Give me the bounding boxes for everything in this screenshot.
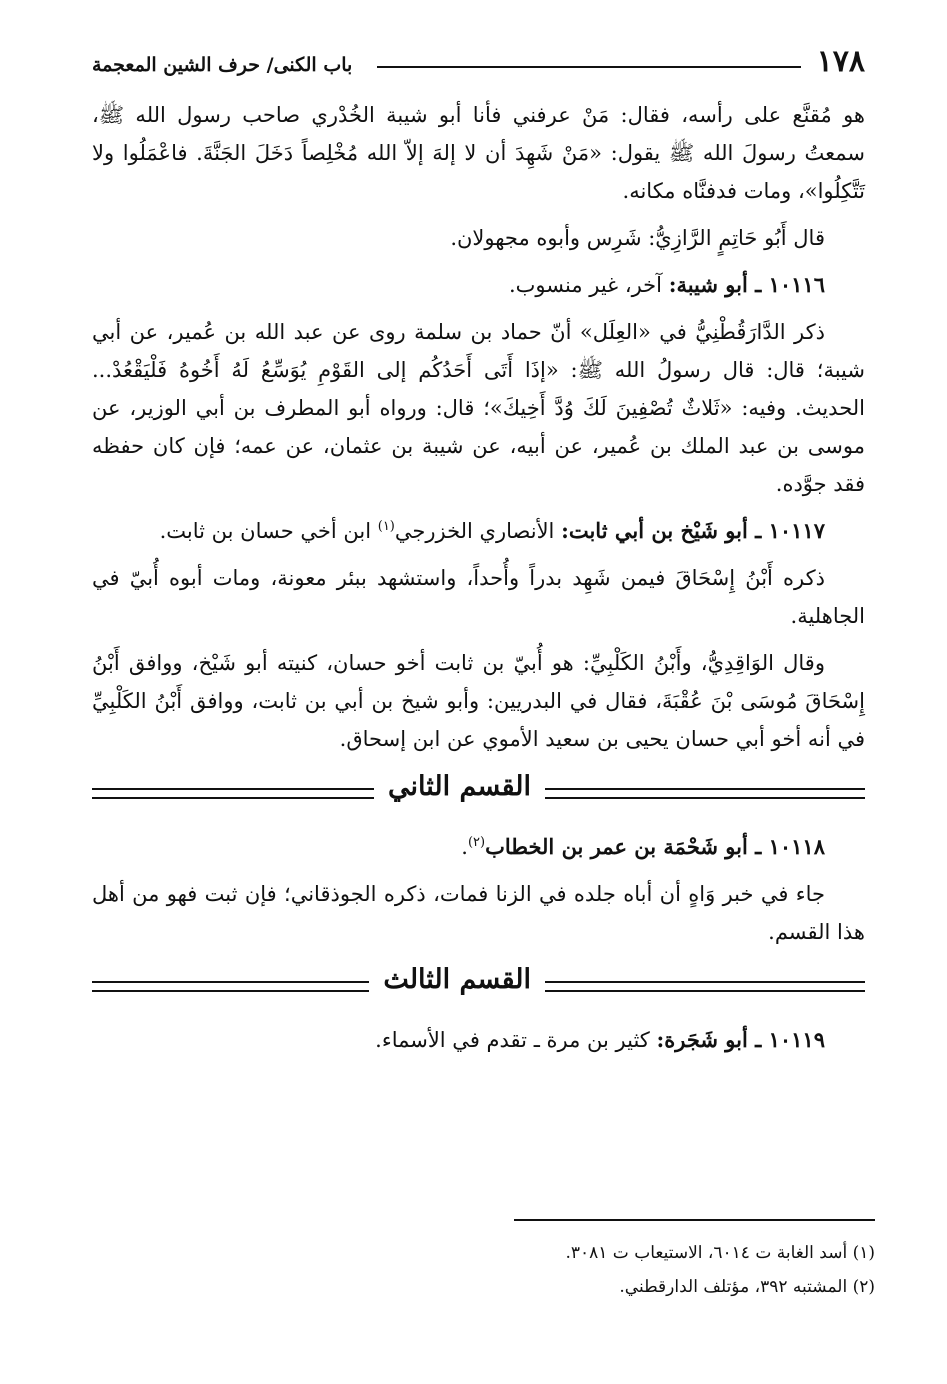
paragraph-jawzaqani: جاء في خبر وَاهٍ أن أباه جلده في الزنا فمات، ذكره الجوذقاني؛ فإن ثبت فهو من أهل هذا القسم. xyxy=(92,882,865,944)
entry-10119 xyxy=(92,1021,865,1059)
footnote-ref-1: (١) xyxy=(377,519,395,534)
entry-10117-text: الأنصاري الخزرجي xyxy=(394,519,562,543)
entry-10117-tail: ابن أخي حسان بن ثابت. xyxy=(159,519,378,543)
section-three-title: القسم الثالث xyxy=(369,964,545,995)
paragraph-abu-hatim: قال أَبُو حَاتِمٍ الرَّازِيُّ: شَرِس وأبوه مجهولان. xyxy=(450,226,825,250)
entry-10116 xyxy=(92,266,865,304)
entry-10119-text: كثير بن مرة ـ تقدم في الأسماء. xyxy=(375,1028,657,1052)
entry-10118-heading: ١٠١١٨ ـ أبو شَحْمَة بن عمر بن الخطاب xyxy=(485,834,825,859)
chapter-title: باب الكنى/ حرف الشين المعجمة xyxy=(92,54,353,76)
entry-10118 xyxy=(92,828,865,866)
running-head xyxy=(92,44,865,84)
section-two-title: القسم الثاني xyxy=(374,771,545,802)
footnote-rule xyxy=(514,1219,875,1221)
entry-10118-tail: . xyxy=(461,835,468,859)
header-rule xyxy=(377,66,801,68)
paragraph-daraqutni: ذكر الدَّارَقُطْنِيُّ في «العِلَل» أنّ حماد بن سلمة روى عن عبد الله بن عُمير، عن أبي شيبة؛ قال: قال رسولُ الله ﷺ: «إذَا أَتَى أَحَدُكُم إلى القَوْمِ يُوَسِّعُ لَهُ أَخُوهُ فَلْيَقْعُدْ... الحديث. وفيه: «ثَلاثٌ تُصْفِينَ لَكَ وُدَّ أَخِيكَ»؛ قال: ورواه أبو المطرف بن أبي الوزير، عن موسى بن عبد الملك بن عُمير، عن أبيه، عن شيبة بن عثمان، عن عمه؛ فإن كان حفظه فقد جوَّده. xyxy=(92,320,865,496)
footnote-2: (٢) المشتبه ٣٩٢، مؤتلف الدارقطني. xyxy=(619,1277,875,1297)
entry-10119-heading: ١٠١١٩ ـ أبو شَجَرة: xyxy=(656,1027,825,1052)
entry-10116-heading: ١٠١١٦ ـ أبو شيبة: xyxy=(668,272,825,297)
paragraph-ibn-ishaq: ذكره أَبْنُ إِسْحَاقَ فيمن شَهِد بدراً وأُحداً، واستشهد ببئر معونة، ومات أبوه أُبيّ في الجاهلية. xyxy=(92,566,865,628)
entry-10116-text: آخر، غير منسوب. xyxy=(508,273,669,297)
footnote-1: (١) أسد الغابة ت ٦٠١٤، الاستيعاب ت ٣٠٨١. xyxy=(565,1243,875,1263)
paragraph-abu-shaiba-khudri: هو مُقنَّع على رأسه، فقال: مَنْ عرفني فأنا أبو شيبة الخُدْري صاحب رسول الله ﷺ، سمعتُ رسولَ الله ﷺ يقول: «مَنْ شَهِدَ أن لا إلهَ إلاّ الله مُخْلِصاً دَخَلَ الجَنَّةَ. فاعْمَلُوا ولا تَتَّكِلُوا»، ومات فدفنَّاه مكانه. xyxy=(92,103,865,203)
footnote-ref-2: (٢) xyxy=(467,835,486,850)
page-body xyxy=(92,96,865,1068)
section-two-divider xyxy=(92,768,865,816)
page-number: ١٧٨ xyxy=(816,44,865,79)
section-three-divider xyxy=(92,961,865,1009)
footnotes xyxy=(92,1236,875,1304)
entry-10117 xyxy=(92,512,865,550)
paragraph-waqidi: وقال الوَاقِدِيُّ، وأَبْنُ الكَلْبِيِّ: هو أُبيّ بن ثابت أخو حسان، كنيته أبو شَيْخ، ووافق أَبْنُ إِسْحَاقَ مُوسَى بْنَ عُقْبَةَ، فقال في البدريين: وأبو شيخ بن أبي بن ثابت، ووافق أَبْنُ الكَلْبِيِّ في أنه أخو أبي حسان يحيى بن سعيد الأموي عن ابن إسحاق. xyxy=(92,651,865,751)
entry-10117-heading: ١٠١١٧ ـ أبو شَيْخ بن أبي ثابت: xyxy=(561,518,825,543)
